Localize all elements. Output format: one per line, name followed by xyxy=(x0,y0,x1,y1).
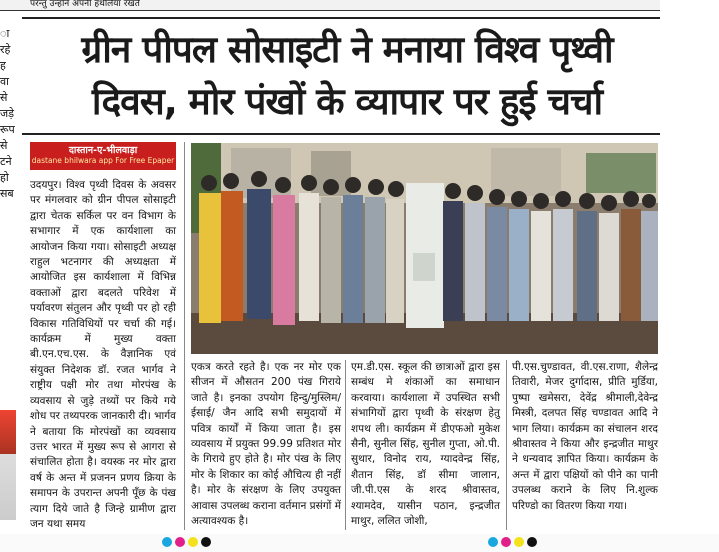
registration-dot-magenta xyxy=(175,537,185,547)
registration-dot-black xyxy=(201,537,211,547)
headline-divider xyxy=(22,133,660,135)
article-column-4: पी.एस.चुण्डावत, वी.एस.राणा, शैलेन्द्र तिवारी, मेजर दुर्गादास, प्रीति मुर्डिया, पुष्पा खमेसरा, देवेंद्र श्रीमाली,देवेन्द्र मिस्त्री, दलपत सिंह चण्डावत आदि ने भाग लिया। कार्यक्रम का संचालन शरद श्रीवास्तव ने किया और इन्द्रजीत माथुर ने धन्यवाद ज्ञापित किया। कार्यक्रम के अन्त में द्वारा पक्षियों को पीने का पानी उपलब्ध कराने के लिए नि.शुल्क परिण्डो का वितरण किया गया। xyxy=(512,361,658,512)
column-divider-2 xyxy=(345,360,346,530)
banner-title: दास्तान-ए-भीलवाड़ा xyxy=(68,145,138,156)
registration-dot-magenta-2 xyxy=(501,537,511,547)
article-column-2: एकत्र करते रहते है। एक नर मोर एक सीजन में औसतन 200 पंख गिराये जाते है। इनका उपयोग हिन्दु/मुस्लिम/ईसाई/ जैन आदि सभी समुदायों में पवित्र कार्यों में किया जाता है। इस व्यवसाय में प्रयुक्त 99.99 प्रतिशत मोर के गिराये हुए होते है। मोर पंख के लिए मोर के शिकार का कोई औचित्य ही नहीं है। मोर के संरक्षण के लिए उपयुक्त आवास उपलब्ध कराना वर्तमान प्रसंगों में अत्यावश्यक है। xyxy=(191,361,341,528)
fragment-line: हो xyxy=(0,171,9,184)
fragment-line: से xyxy=(0,91,8,104)
print-registration-bar xyxy=(0,534,719,552)
adjacent-ad-fragment xyxy=(0,410,16,520)
fragment-line: रूप xyxy=(0,123,15,136)
previous-article-text: परन्तु उन्होंने अपनी हथेलियाँ रखते xyxy=(30,0,140,9)
fragment-line: ा xyxy=(0,27,10,40)
banner-subtitle: dastane bhilwara app For Free Epaper xyxy=(31,156,175,165)
previous-article-strip xyxy=(0,0,719,11)
column-divider-1 xyxy=(184,142,185,530)
registration-dot-yellow xyxy=(188,537,198,547)
page-margin-right xyxy=(660,0,719,552)
registration-dot-cyan-2 xyxy=(488,537,498,547)
adjacent-article-fragment xyxy=(0,26,16,406)
fragment-line: टने xyxy=(0,155,12,168)
event-photo xyxy=(191,143,658,354)
registration-dot-yellow-2 xyxy=(514,537,524,547)
top-divider xyxy=(22,17,660,19)
fragment-line: सब xyxy=(0,187,14,200)
headline-line-2: दिवस, मोर पंखों के व्यापार पर हुई चर्चा xyxy=(91,80,603,123)
article-column-3: एम.डी.एस. स्कूल की छात्राओं द्वारा इस सम्बंध मे शंकाओं का समाधान करवाया। कार्यशाला में उपस्थित सभी संभागियों द्वारा पृथ्वी के संरक्षण हेतु शपथ ली। कार्यक्रम में डीएफओ मुकेश सैनी, सुनील सिंह, सुनील गुप्ता, ओ.पी. सुथार, विनोद राय, ग्यादवेन्द्र सिंह, शैतान सिंह, डॉ सीमा जालान, जी.पी.एस के शरद श्रीवास्तव, श्यामदेव, यासीन पठान, इन्द्रजीत माथुर, ललित जोशी, xyxy=(351,361,500,528)
registration-dot-black-2 xyxy=(527,537,537,547)
headline-line-1: ग्रीन पीपल सोसाइटी ने मनाया विश्व पृथ्वी xyxy=(81,28,613,71)
column-divider-3 xyxy=(506,360,507,530)
fragment-line: रहे xyxy=(0,43,11,56)
fragment-line: जड़े xyxy=(0,107,15,120)
fragment-line: से xyxy=(0,139,8,152)
group-photo-illustration xyxy=(191,143,658,354)
fragment-line: ह xyxy=(0,59,6,72)
article-column-1: उदयपुर। विश्व पृथ्वी दिवस के अवसर पर मंगलवार को ग्रीन पीपल सोसाइटी द्वारा चेतक सर्किल पर वन विभाग के सभागार में एक कार्यशाला का आयोजन किया गया। सोसाइटी अध्यक्ष राहुल भटनागर की अध्यक्षता में आयोजित इस कार्यशाला में विभिन्न वक्ताओं द्वारा बदलते परिवेश में पर्यावरण संतुलन और पृथ्वी पर हो रही विकास गतिविधियों पर चर्चा की गई। कार्यक्रम में मुख्य वक्ता बी.एन.एच.एस. के वैज्ञानिक एवं संयुक्त निदेशक डॉ. रजत भार्गव ने राष्ट्रीय पक्षी मोर तथा मोरपंख के व्यवसाय से जुड़े तथ्यों पर किये गये शोध पर तथ्यपरक जानकारी दी। भार्गव ने बताया कि मोरपंखों का व्यवसाय उत्तर भारत में मुख्य रूप से आगरा से संचालित होता है। वयस्क नर मोर द्वारा वर्ष के अन्त में प्रजनन प्रणय क्रिया के समापन के उपरान्त अपनी पूँछ के पंख त्याग दिये जाते है जिन्हे ग्रामीण द्वारा जन यथा समय xyxy=(30,179,176,530)
fragment-line: वा xyxy=(0,75,9,88)
registration-dot-cyan xyxy=(162,537,172,547)
